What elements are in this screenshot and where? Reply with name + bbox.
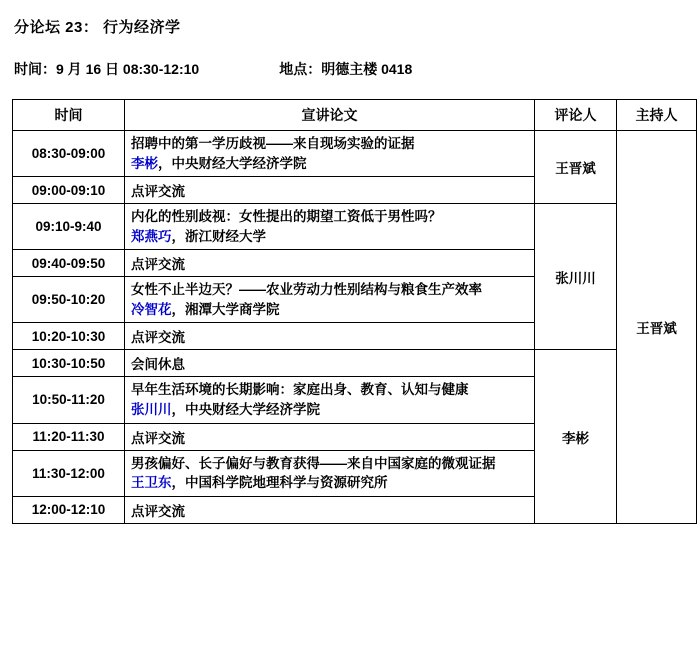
- cell-time: 11:30-12:00: [13, 450, 125, 496]
- speaker-name: 张川川: [131, 401, 172, 417]
- schedule-table: [12, 99, 697, 524]
- cell-paper: [125, 204, 535, 250]
- paper-title: 内化的性别歧视：女性提出的期望工资低于男性吗？: [131, 209, 442, 225]
- cell-time: 08:30-09:00: [13, 131, 125, 177]
- cell-paper: [125, 131, 535, 177]
- cell-time: 10:30-10:50: [13, 350, 125, 377]
- paper-author-line: [131, 227, 528, 247]
- session-meta: [14, 59, 689, 79]
- paper-title: 男孩偏好、长子偏好与教育获得——来自中国家庭的微观证据: [131, 455, 496, 471]
- column-header-chair: 主持人: [617, 100, 697, 131]
- cell-break-label: 点评交流: [125, 496, 535, 523]
- speaker-affiliation: ，浙江财经大学: [171, 228, 266, 244]
- cell-break-label: 点评交流: [125, 323, 535, 350]
- speaker-name: 王卫东: [131, 475, 172, 491]
- cell-time: 09:00-09:10: [13, 177, 125, 204]
- speaker-name: 冷智花: [131, 301, 172, 317]
- table-row: [13, 350, 697, 377]
- speaker-name: 郑燕巧: [131, 228, 172, 244]
- column-header-time: 时间: [13, 100, 125, 131]
- speaker-affiliation: ，中国科学院地理科学与资源研究所: [171, 475, 388, 491]
- table-row: [13, 131, 697, 177]
- speaker-affiliation: ，中央财经大学经济学院: [158, 155, 307, 171]
- paper-author-line: [131, 154, 528, 174]
- cell-paper: [125, 277, 535, 323]
- paper-title: 招聘中的第一学历歧视——来自现场实验的证据: [131, 136, 415, 151]
- session-time: 时间：9 月 16 日 08:30-12:10: [14, 61, 200, 77]
- cell-paper: [125, 450, 535, 496]
- session-place: 地点：明德主楼 0418: [279, 61, 413, 77]
- paper-title: 早年生活环境的长期影响：家庭出身、教育、认知与健康: [131, 382, 469, 398]
- page-title: 分论坛 23： 行为经济学: [14, 19, 181, 36]
- cell-chair: 王晋斌: [617, 131, 697, 524]
- cell-paper: [125, 377, 535, 423]
- speaker-affiliation: ，湘潭大学商学院: [171, 301, 280, 317]
- cell-time: 09:40-09:50: [13, 250, 125, 277]
- speaker-name: 李彬: [131, 155, 158, 171]
- cell-time: 10:50-11:20: [13, 377, 125, 423]
- table-row: [13, 204, 697, 250]
- cell-time: 12:00-12:10: [13, 496, 125, 523]
- paper-title: 女性不止半边天？——农业劳动力性别结构与粮食生产效率: [131, 282, 482, 298]
- cell-discussant: 王晋斌: [535, 131, 617, 204]
- cell-time: 11:20-11:30: [13, 423, 125, 450]
- cell-break-label: 点评交流: [125, 177, 535, 204]
- column-header-discussant: 评论人: [535, 100, 617, 131]
- paper-author-line: [131, 400, 528, 420]
- speaker-affiliation: ，中央财经大学经济学院: [171, 401, 320, 417]
- paper-author-line: [131, 300, 528, 320]
- table-header-row: [13, 100, 697, 131]
- paper-author-line: [131, 473, 528, 493]
- cell-break-label: 会间休息: [125, 350, 535, 377]
- cell-discussant: 李彬: [535, 350, 617, 523]
- column-header-paper: 宣讲论文: [125, 100, 535, 131]
- cell-time: 09:10-9:40: [13, 204, 125, 250]
- cell-break-label: 点评交流: [125, 423, 535, 450]
- cell-time: 09:50-10:20: [13, 277, 125, 323]
- cell-break-label: 点评交流: [125, 250, 535, 277]
- cell-time: 10:20-10:30: [13, 323, 125, 350]
- cell-discussant: 张川川: [535, 204, 617, 350]
